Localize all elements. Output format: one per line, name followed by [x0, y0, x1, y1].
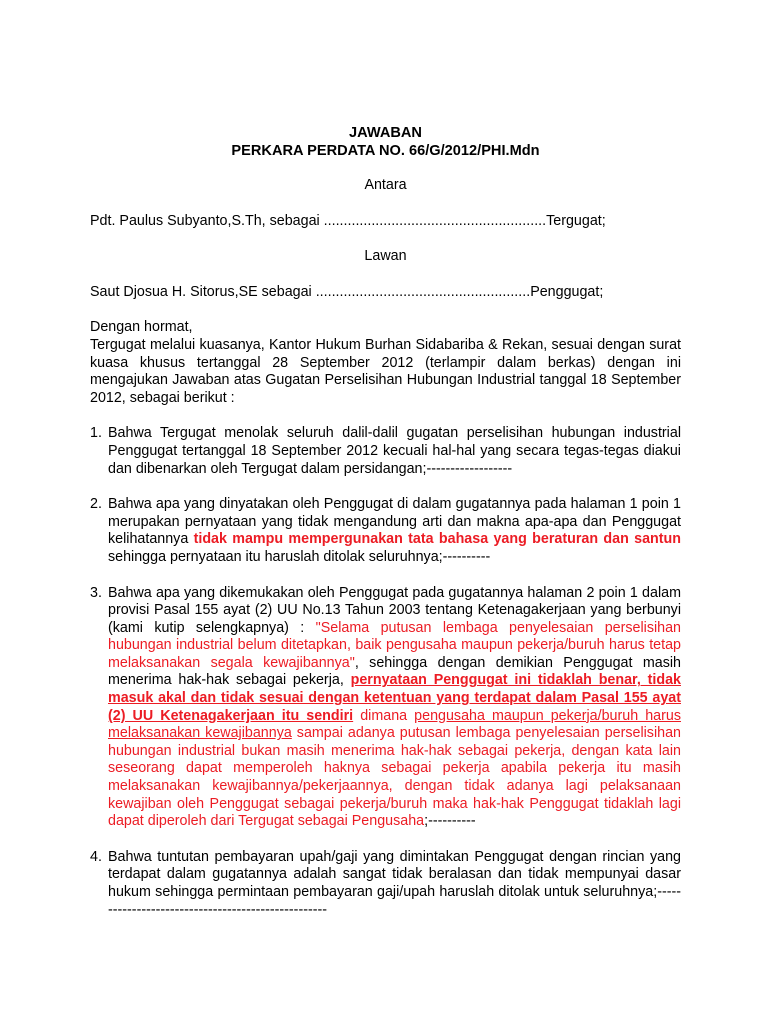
answer-points-list: [90, 425, 681, 919]
answer-point-2: [90, 496, 681, 566]
point-emphasis-red-bold: tidak mampu mempergunakan tata bahasa yang beraturan dan santun: [193, 531, 681, 548]
document-title: [90, 124, 681, 160]
lawan-label: Lawan: [364, 248, 407, 265]
point-text: Bahwa apa yang dikemukakan oleh Penggugat pada gugatannya halaman 2 poin 1 dalam provisi Pasal 155 ayat (2) UU No.13 Tahun 2003 tentang Ketenagakerjaan yang berbunyi (kami kutip selengkapnya) :: [108, 584, 681, 636]
point-text: Bahwa tuntutan pembayaran upah/gaji yang dimintakan Penggugat dengan rincian yang terdapat dalam gugatannya adalah sangat tidak beralasan dan tidak mempunyai dasar hukum sehingga permintaan pembayaran gaji/upah haruslah ditolak untuk seluruhnya;---------------------------------------------------: [108, 848, 681, 918]
document-page: [90, 124, 681, 937]
answer-point-4: [90, 849, 681, 919]
opening-paragraph: Tergugat melalui kuasanya, Kantor Hukum Burhan Sidabariba & Rekan, sesuai dengan surat kuasa khusus tertanggal 28 September 2012 (terlampir dalam berkas) dengan ini mengajukan Jawaban atas Gugatan Perselisihan Hubungan Industrial tanggal 18 September 2012, sebagai berikut :: [90, 336, 681, 406]
point-emphasis-red-underline: pengusaha maupun pekerja/buruh harus melaksanakan kewajibannya: [108, 707, 681, 742]
point-text-red: dimana: [353, 707, 415, 724]
title-line-1: JAWABAN: [349, 125, 422, 141]
title-line-2: PERKARA PERDATA NO. 66/G/2012/PHI.Mdn: [231, 143, 540, 159]
point-text: sehingga pernyataan itu haruslah ditolak seluruhnya;----------: [108, 548, 491, 565]
point-quote-red: "Selama putusan lembaga penyelesaian perselisihan hubungan industrial belum ditetapkan, baik pengusaha maupun pekerja/buruh harus tetap melaksanakan segala kewajibannya": [108, 619, 681, 671]
point-text: Bahwa apa yang dinyatakan oleh Penggugat di dalam gugatannya pada halaman 1 poin 1 merupakan pernyataan yang tidak mengandung arti dan makna apa-apa dan Penggugat kelihatannya: [108, 496, 681, 548]
point-text-red: sampai adanya putusan lembaga penyelesaian perselisihan hubungan industrial bukan masih menerima hak-hak sebagai pekerja, dengan kata lain seseorang dapat memperoleh haknya sebagai pekerja apabila pekerja itu masih melaksanakan kewajibannya/pekerjaannya, dengan tidak adanya lagi pelaksanaan kewajiban oleh Penggugat sebagai pekerja/buruh maka hak-hak Penggugat tidaklah lagi dapat diperoleh dari Tergugat sebagai Pengusaha: [108, 725, 681, 830]
point-text: , sehingga dengan demikian Penggugat masih menerima hak-hak sebagai pekerja,: [108, 654, 681, 689]
plaintiff-line: Saut Djosua H. Sitorus,SE sebagai ......................................................Penggugat;: [90, 283, 604, 300]
point-text: ;----------: [424, 813, 476, 830]
answer-point-1: [90, 425, 681, 478]
antara-label: Antara: [364, 177, 407, 193]
defendant-line: Pdt. Paulus Subyanto,S.Th, sebagai ........................................................Tergugat;: [90, 212, 606, 229]
point-number: 4.: [90, 848, 102, 865]
point-number: 1.: [90, 425, 102, 442]
point-text: Bahwa Tergugat menolak seluruh dalil-dalil gugatan perselisihan hubungan industrial Penggugat tertanggal 18 September 2012 kecuali hal-hal yang secara tegas-tegas diakui dan dibenarkan oleh Tergugat dalam persidangan;------------------: [108, 425, 681, 477]
point-number: 3.: [90, 584, 102, 601]
answer-point-3: [90, 585, 681, 831]
opening-greeting: Dengan hormat,: [90, 319, 193, 336]
point-emphasis-red-bold-underline: pernyataan Penggugat ini tidaklah benar, tidak masuk akal dan tidak sesuai dengan ketentuan yang terdapat dalam Pasal 155 ayat (2) UU Ketenagakerjaan itu sendiri: [108, 672, 681, 724]
point-number: 2.: [90, 496, 102, 513]
